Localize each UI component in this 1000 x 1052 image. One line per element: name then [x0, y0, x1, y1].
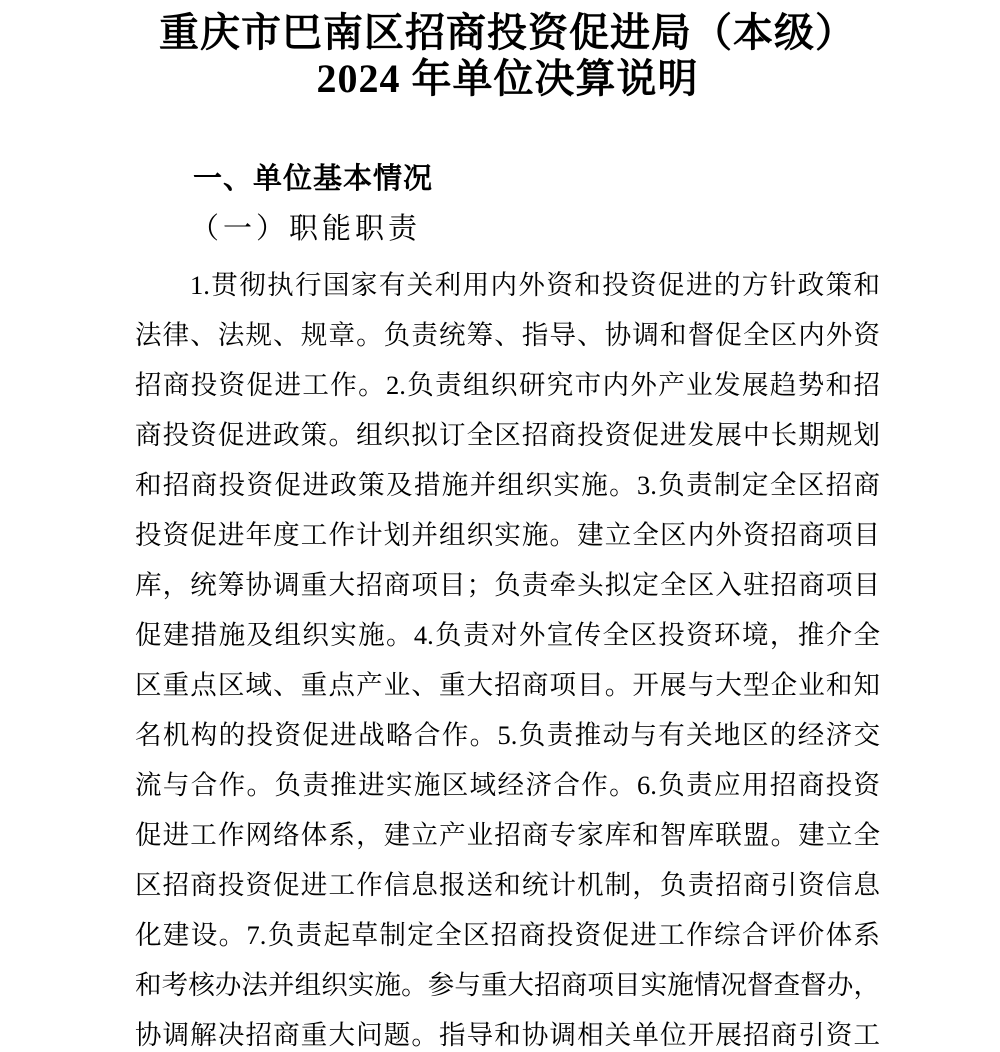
paragraph-line: 1.贯彻执行国家有关利用内外资和投资促进的方针政策和 — [190, 270, 880, 300]
paragraph-line: 商投资促进政策。组织拟订全区招商投资促进发展中长期规划 — [135, 420, 880, 450]
paragraph-line: 名机构的投资促进战略合作。5.负责推动与有关地区的经济交 — [135, 720, 880, 750]
paragraph-line: 和考核办法并组织实施。参与重大招商项目实施情况督查督办， — [135, 970, 880, 1000]
paragraph-line: 流与合作。负责推进实施区域经济合作。6.负责应用招商投资 — [135, 770, 880, 800]
paragraph-line: 区招商投资促进工作信息报送和统计机制，负责招商引资信息 — [135, 870, 880, 900]
paragraph-line: 法律、法规、规章。负责统筹、指导、协调和督促全区内外资 — [135, 320, 880, 350]
paragraph-line: 投资促进年度工作计划并组织实施。建立全区内外资招商项目 — [135, 520, 880, 550]
paragraph-line: 促进工作网络体系，建立产业招商专家库和智库联盟。建立全 — [135, 820, 880, 850]
document-title — [135, 10, 880, 102]
body-paragraph-duties — [135, 260, 880, 1052]
document-content — [135, 0, 880, 1052]
paragraph-line: 协调解决招商重大问题。指导和协调相关单位开展招商引资工 — [135, 1020, 880, 1050]
paragraph-line: 和招商投资促进政策及措施并组织实施。3.负责制定全区招商 — [135, 470, 880, 500]
paragraph-line: 库，统筹协调重大招商项目；负责牵头拟定全区入驻招商项目 — [135, 570, 880, 600]
paragraph-line: 招商投资促进工作。2.负责组织研究市内外产业发展趋势和招 — [135, 370, 880, 400]
section-heading-basic-info: 一、单位基本情况 — [193, 163, 434, 195]
paragraph-line: 化建设。7.负责起草制定全区招商投资促进工作综合评价体系 — [135, 920, 880, 950]
document-title-line-1: 重庆市巴南区招商投资促进局（本级） — [159, 10, 856, 55]
paragraph-line: 促建措施及组织实施。4.负责对外宣传全区投资环境，推介全 — [135, 620, 880, 650]
document-title-line-2: 2024 年单位决算说明 — [316, 56, 699, 101]
paragraph-line: 区重点区域、重点产业、重大招商项目。开展与大型企业和知 — [135, 670, 880, 700]
subsection-heading-duties: （一）职能职责 — [190, 213, 422, 245]
